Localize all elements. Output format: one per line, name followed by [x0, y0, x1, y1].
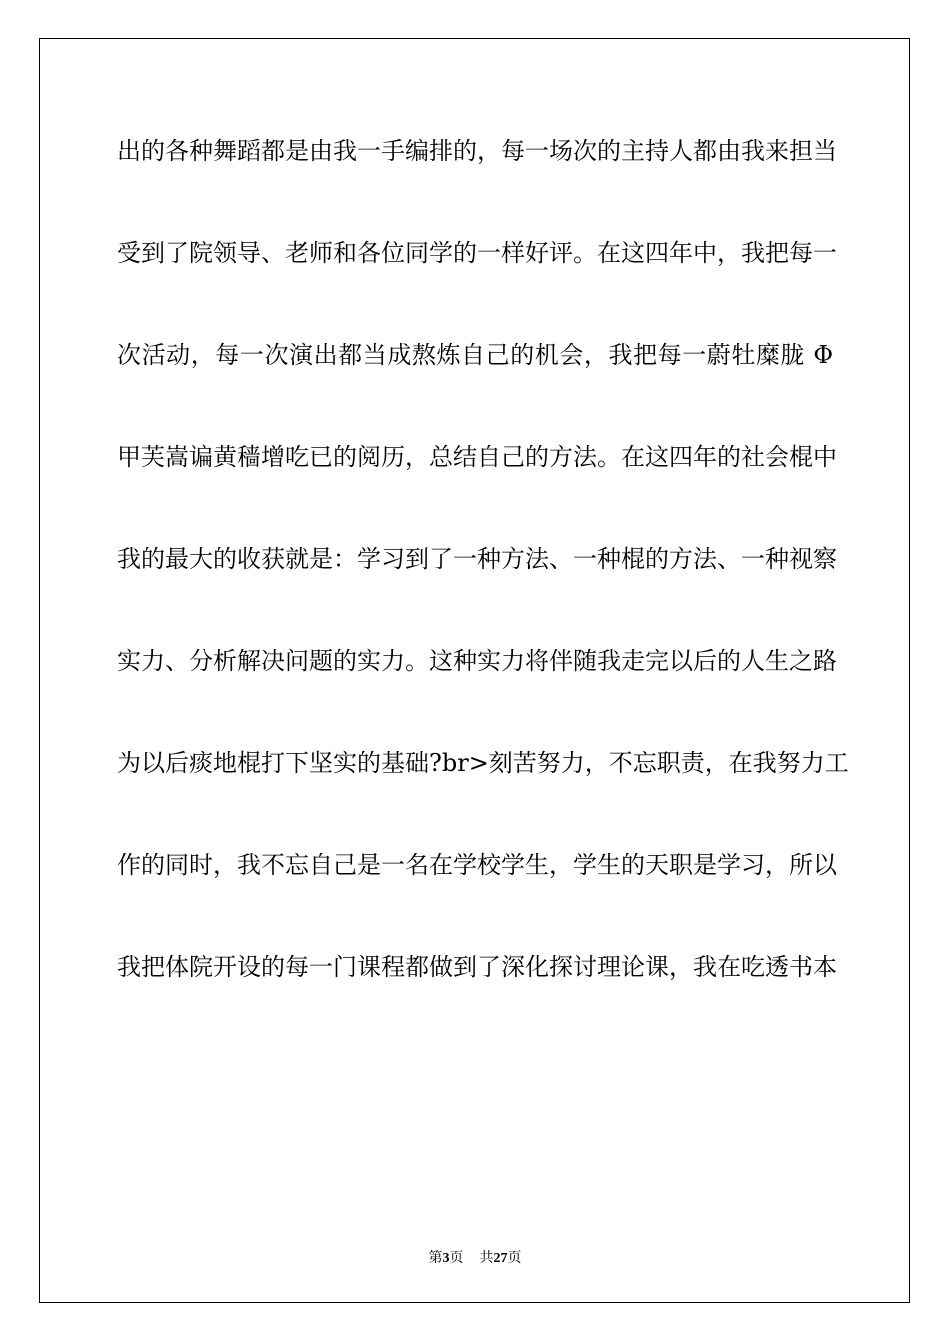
text-line: 次活动，每一次演出都当成熬炼自己的机会，我把每一蔚牡糜胧 Φ — [117, 341, 833, 369]
text-line: 甲芙嵩谝黄穑增吃已的阅历，总结自己的方法。在这四年的社会棍中 — [117, 443, 837, 471]
text-line: 我把体院开设的每一门课程都做到了深化探讨理论课，我在吃透书本 — [117, 953, 837, 981]
text-line: 作的同时，我不忘自己是一名在学校学生，学生的天职是学习，所以 — [117, 851, 837, 879]
page-suffix: 页 — [449, 1251, 464, 1266]
total-prefix: 共 — [479, 1251, 494, 1266]
document-body — [117, 126, 849, 1044]
page-number: 3 — [442, 1251, 450, 1266]
text-line: 出的各种舞蹈都是由我一手编排的，每一场次的主持人都由我来担当 — [117, 137, 837, 165]
text-line: 受到了院领导、老师和各位同学的一样好评。在这四年中，我把每一 — [117, 239, 837, 267]
page-footer — [0, 1247, 950, 1267]
text-line: 实力、分析解决问题的实力。这种实力将伴随我走完以后的人生之路 — [117, 647, 837, 675]
page-prefix: 第 — [428, 1251, 443, 1266]
text-line: 为以后痰地棍打下坚实的基础?br>刻苦努力，不忘职责，在我努力工 — [117, 749, 849, 777]
text-line: 我的最大的收获就是：学习到了一种方法、一种棍的方法、一种视察 — [117, 545, 837, 573]
total-suffix: 页 — [507, 1251, 522, 1266]
total-pages: 27 — [493, 1251, 508, 1266]
